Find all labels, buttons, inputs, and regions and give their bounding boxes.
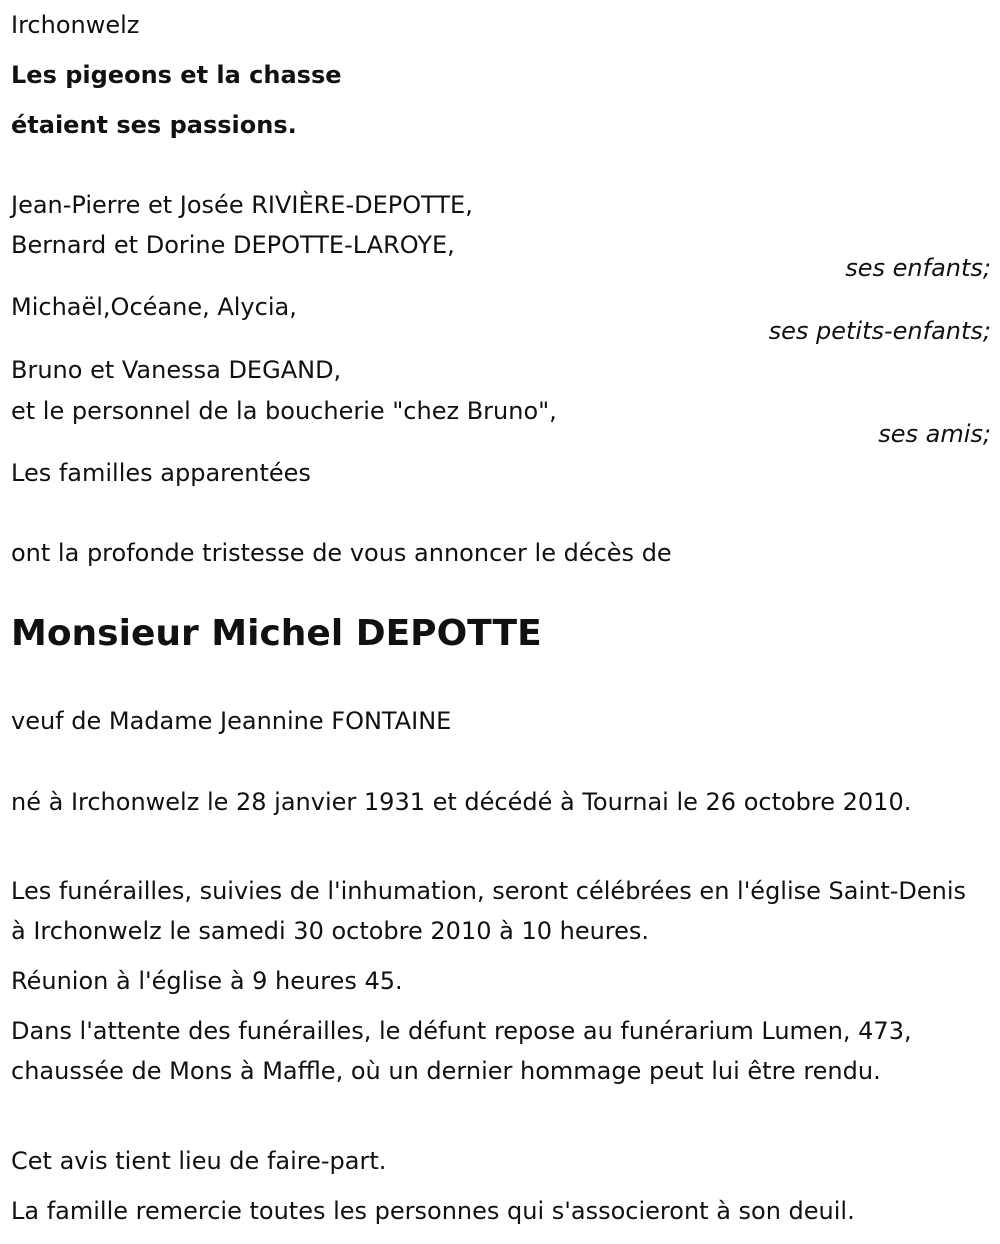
widower-line: veuf de Madame Jeannine FONTAINE — [11, 707, 452, 735]
motto-line-2: étaient ses passions. — [11, 111, 297, 139]
relatives-line: Les familles apparentées — [11, 459, 311, 487]
deceased-name: Monsieur Michel DEPOTTE — [11, 613, 542, 654]
motto-line-1: Les pigeons et la chasse — [11, 61, 342, 89]
meeting-paragraph: Réunion à l'église à 9 heures 45. — [11, 967, 403, 995]
place-heading: Irchonwelz — [11, 11, 140, 39]
notice-paragraph: Cet avis tient lieu de faire-part. — [11, 1147, 387, 1175]
announcement-line: ont la profonde tristesse de vous annoncer le décès de — [11, 539, 672, 567]
children-role: ses enfants; — [845, 254, 991, 282]
grandchildren-role: ses petits-enfants; — [768, 317, 991, 345]
grandchildren-names: Michaël,Océane, Alycia, — [11, 293, 297, 321]
birth-death-paragraph: né à Irchonwelz le 28 janvier 1931 et décédé à Tournai le 26 octobre 2010. — [11, 788, 912, 816]
funerarium-paragraph: Dans l'attente des funérailles, le défunt repose au funérarium Lumen, 473, chaussée de Mons à Maffle, où un dernier hommage peut lui être rendu. — [11, 1017, 912, 1085]
friends-name-2: et le personnel de la boucherie "chez Bruno", — [11, 397, 557, 425]
friends-role: ses amis; — [878, 420, 991, 448]
thanks-paragraph: La famille remercie toutes les personnes qui s'associeront à son deuil. — [11, 1197, 855, 1225]
funeral-paragraph: Les funérailles, suivies de l'inhumation, seront célébrées en l'église Saint-Denis à Irchonwelz le samedi 30 octobre 2010 à 10 heures. — [11, 877, 967, 945]
children-name-2: Bernard et Dorine DEPOTTE-LAROYE, — [11, 231, 455, 259]
friends-name-1: Bruno et Vanessa DEGAND, — [11, 356, 342, 384]
children-name-1: Jean-Pierre et Josée RIVIÈRE-DEPOTTE, — [11, 191, 473, 219]
